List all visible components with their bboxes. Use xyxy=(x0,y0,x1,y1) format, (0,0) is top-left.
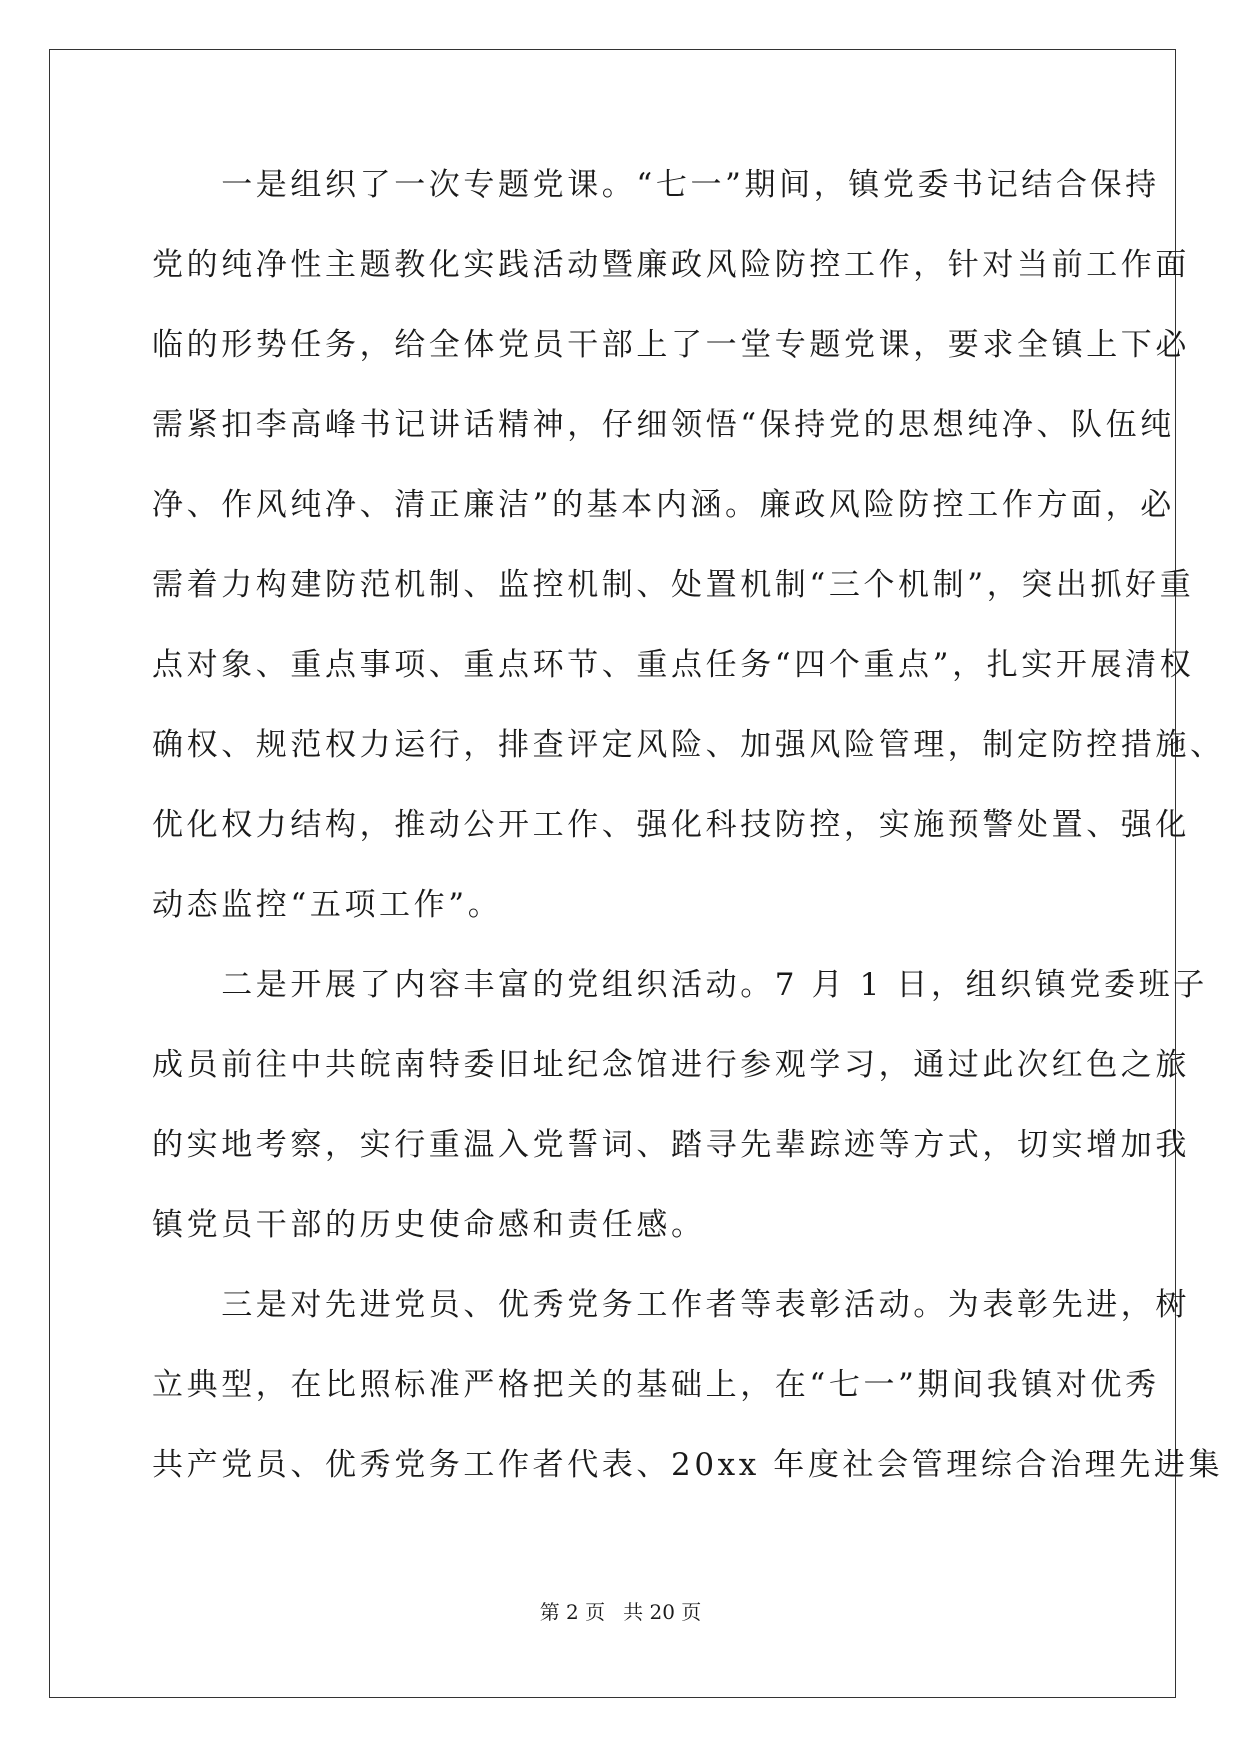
text-line: 优化权力结构，推动公开工作、强化科技防控，实施预警处置、强化 xyxy=(152,807,1190,843)
text-line: 三是对先进党员、优秀党务工作者等表彰活动。为表彰先进，树 xyxy=(152,1287,1190,1323)
text-line: 动态监控“五项工作”。 xyxy=(152,887,503,923)
text-line: 需紧扣李高峰书记讲话精神，仔细领悟“保持党的思想纯净、队伍纯 xyxy=(152,407,1175,443)
text-line: 需着力构建防范机制、监控机制、处置机制“三个机制”，突出抓好重 xyxy=(152,567,1195,603)
page-total: 共 20 页 xyxy=(623,1600,702,1624)
page-footer xyxy=(0,1599,1241,1625)
text-line: 临的形势任务，给全体党员干部上了一堂专题党课，要求全镇上下必 xyxy=(152,327,1190,363)
text-line: 的实地考察，实行重温入党誓词、踏寻先辈踪迹等方式，切实增加我 xyxy=(152,1127,1190,1163)
text-line: 二是开展了内容丰富的党组织活动。7 月 1 日，组织镇党委班子 xyxy=(152,967,1208,1003)
text-line: 立典型，在比照标准严格把关的基础上，在“七一”期间我镇对优秀 xyxy=(152,1367,1160,1403)
text-line: 净、作风纯净、清正廉洁”的基本内涵。廉政风险防控工作方面，必 xyxy=(152,487,1175,523)
text-line: 共产党员、优秀党务工作者代表、20xx 年度社会管理综合治理先进集 xyxy=(152,1447,1224,1483)
text-line: 成员前往中共皖南特委旧址纪念馆进行参观学习，通过此次红色之旅 xyxy=(152,1047,1190,1083)
page-number: 第 2 页 xyxy=(539,1600,606,1624)
text-line: 确权、规范权力运行，排查评定风险、加强风险管理，制定防控措施、 xyxy=(152,727,1225,763)
text-line: 镇党员干部的历史使命感和责任感。 xyxy=(152,1207,706,1243)
text-line: 点对象、重点事项、重点环节、重点任务“四个重点”，扎实开展清权 xyxy=(152,647,1195,683)
text-line: 党的纯净性主题教化实践活动暨廉政风险防控工作，针对当前工作面 xyxy=(152,247,1190,283)
text-line: 一是组织了一次专题党课。“七一”期间，镇党委书记结合保持 xyxy=(152,167,1160,203)
